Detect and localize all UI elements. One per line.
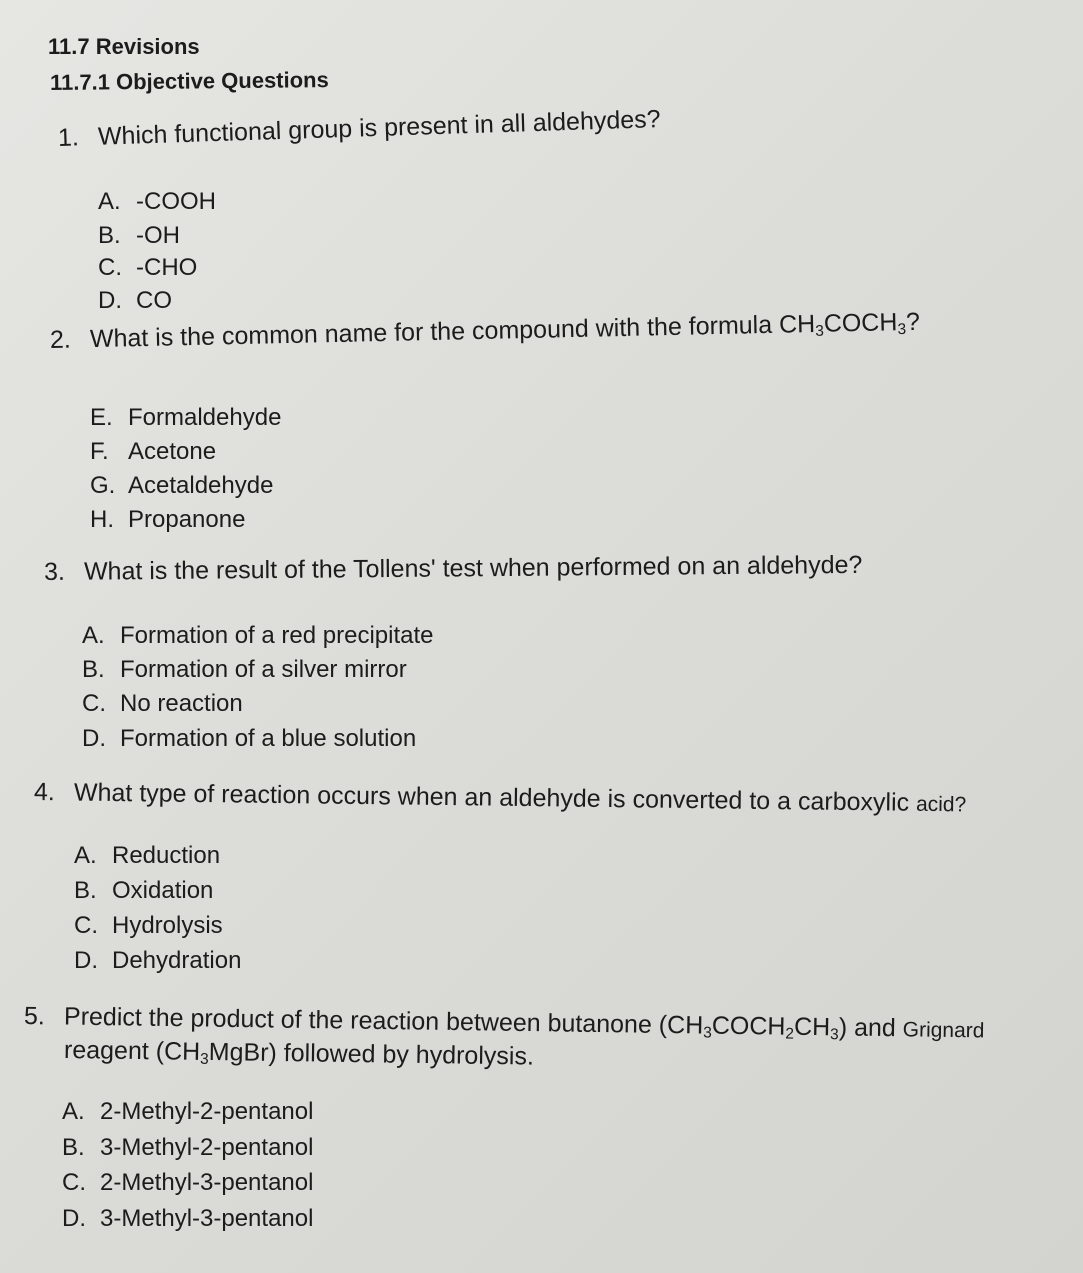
question-3 [44,551,863,587]
option-letter: D. [82,725,106,752]
option-text: Formation of a red precipitate [120,622,434,649]
option-letter: A. [62,1098,85,1125]
q5-option-d [62,1205,313,1233]
q1-option-d [98,287,172,315]
option-letter: B. [62,1134,85,1161]
option-letter: C. [74,912,98,939]
question-number: 5. [23,1002,46,1031]
q1-option-b [98,222,180,250]
option-letter: E. [90,404,113,431]
section-heading: 11.7 Revisions [48,34,200,59]
question-number: 1. [57,123,80,152]
option-letter: G. [90,472,116,499]
question-text: What is the common name for the compound with the formula [89,310,780,354]
option-letter: C. [82,690,106,717]
q3-option-b [82,656,407,684]
option-text: 3-Methyl-2-pentanol [100,1134,314,1161]
question-text-tail: acid? [915,792,967,817]
option-text: Formaldehyde [128,404,282,431]
option-letter: B. [98,222,121,249]
option-text: No reaction [120,690,243,717]
q3-option-c [82,690,243,718]
question-2: 2. What is the common name for the compound with the formula $CH_3COCH_3$? [49,307,921,354]
option-text: 2-Methyl-3-pentanol [100,1169,314,1196]
question-text: Predict the product of the reaction between butanone ( [63,1002,668,1039]
option-text: Formation of a blue solution [120,725,417,752]
chemical-formula-butanone: $CH_3COCH_2CH_3$ [666,1010,839,1044]
q2-option-f [90,438,216,466]
option-text: CO [136,287,172,314]
option-letter: A. [74,842,97,869]
q5-option-a [62,1098,313,1126]
q2-option-g [90,472,273,500]
question-1 [58,105,661,153]
question-text-tail: Grignard [902,1018,985,1043]
question-text: Which functional group is present in all aldehydes? [97,105,661,151]
subsection-heading: 11.7.1 Objective Questions [49,67,329,95]
option-letter: D. [74,947,98,974]
question-text: reagent ( [63,1036,165,1066]
q2-option-h [90,506,245,534]
question-5-line-1: 5. Predict the product of the reaction between butanone $(CH_3COCH_2CH_3)$ and Grignard [23,1002,985,1044]
option-letter: B. [82,656,105,683]
option-letter: F. [90,438,109,465]
option-text: -CHO [136,254,198,281]
q4-option-c [74,912,223,940]
option-text: Oxidation [112,877,214,904]
option-text: -COOH [136,188,216,215]
question-text: What type of reaction occurs when an aldehyde is converted to a carboxylic [73,778,917,817]
q2-option-e [90,404,281,432]
option-letter: D. [62,1205,86,1232]
option-text: Dehydration [112,947,242,974]
q4-option-d [74,947,241,975]
option-letter: C. [62,1169,86,1196]
option-text: Acetone [128,438,217,465]
q3-option-a [82,622,434,650]
q1-option-a [98,188,216,216]
option-text: Reduction [112,842,221,869]
q1-option-c [98,254,197,282]
q5-option-c [62,1169,313,1197]
option-letter: C. [98,254,122,281]
question-number: 3. [43,557,65,586]
option-text: Hydrolysis [112,912,223,939]
option-letter: A. [82,622,105,649]
option-text: 3-Methyl-3-pentanol [100,1205,314,1232]
option-text: Propanone [128,506,246,533]
question-text: What is the result of the Tollens' test when performed on an aldehyde? [83,550,863,586]
q5-option-b [62,1134,313,1162]
q4-option-b [74,877,213,905]
question-number: 2. [49,325,72,354]
q4-option-a [74,842,220,870]
option-text: Formation of a silver mirror [120,656,407,683]
question-number: 4. [33,778,56,807]
option-letter: B. [74,877,97,904]
question-5-line-2: reagent $(CH_3MgBr)$ followed by hydrolysis. [63,1036,535,1071]
question-4 [34,778,967,818]
option-text: -OH [136,222,180,249]
option-letter: D. [98,287,122,314]
option-text: Acetaldehyde [128,472,274,499]
chemical-formula-grignard: $CH_3MgBr$ [163,1037,269,1068]
q3-option-d [82,725,416,753]
option-text: 2-Methyl-2-pentanol [100,1098,314,1125]
option-letter: H. [90,506,114,533]
chemical-formula: $CH_3COCH_3$ [778,308,907,340]
option-letter: A. [98,188,121,215]
